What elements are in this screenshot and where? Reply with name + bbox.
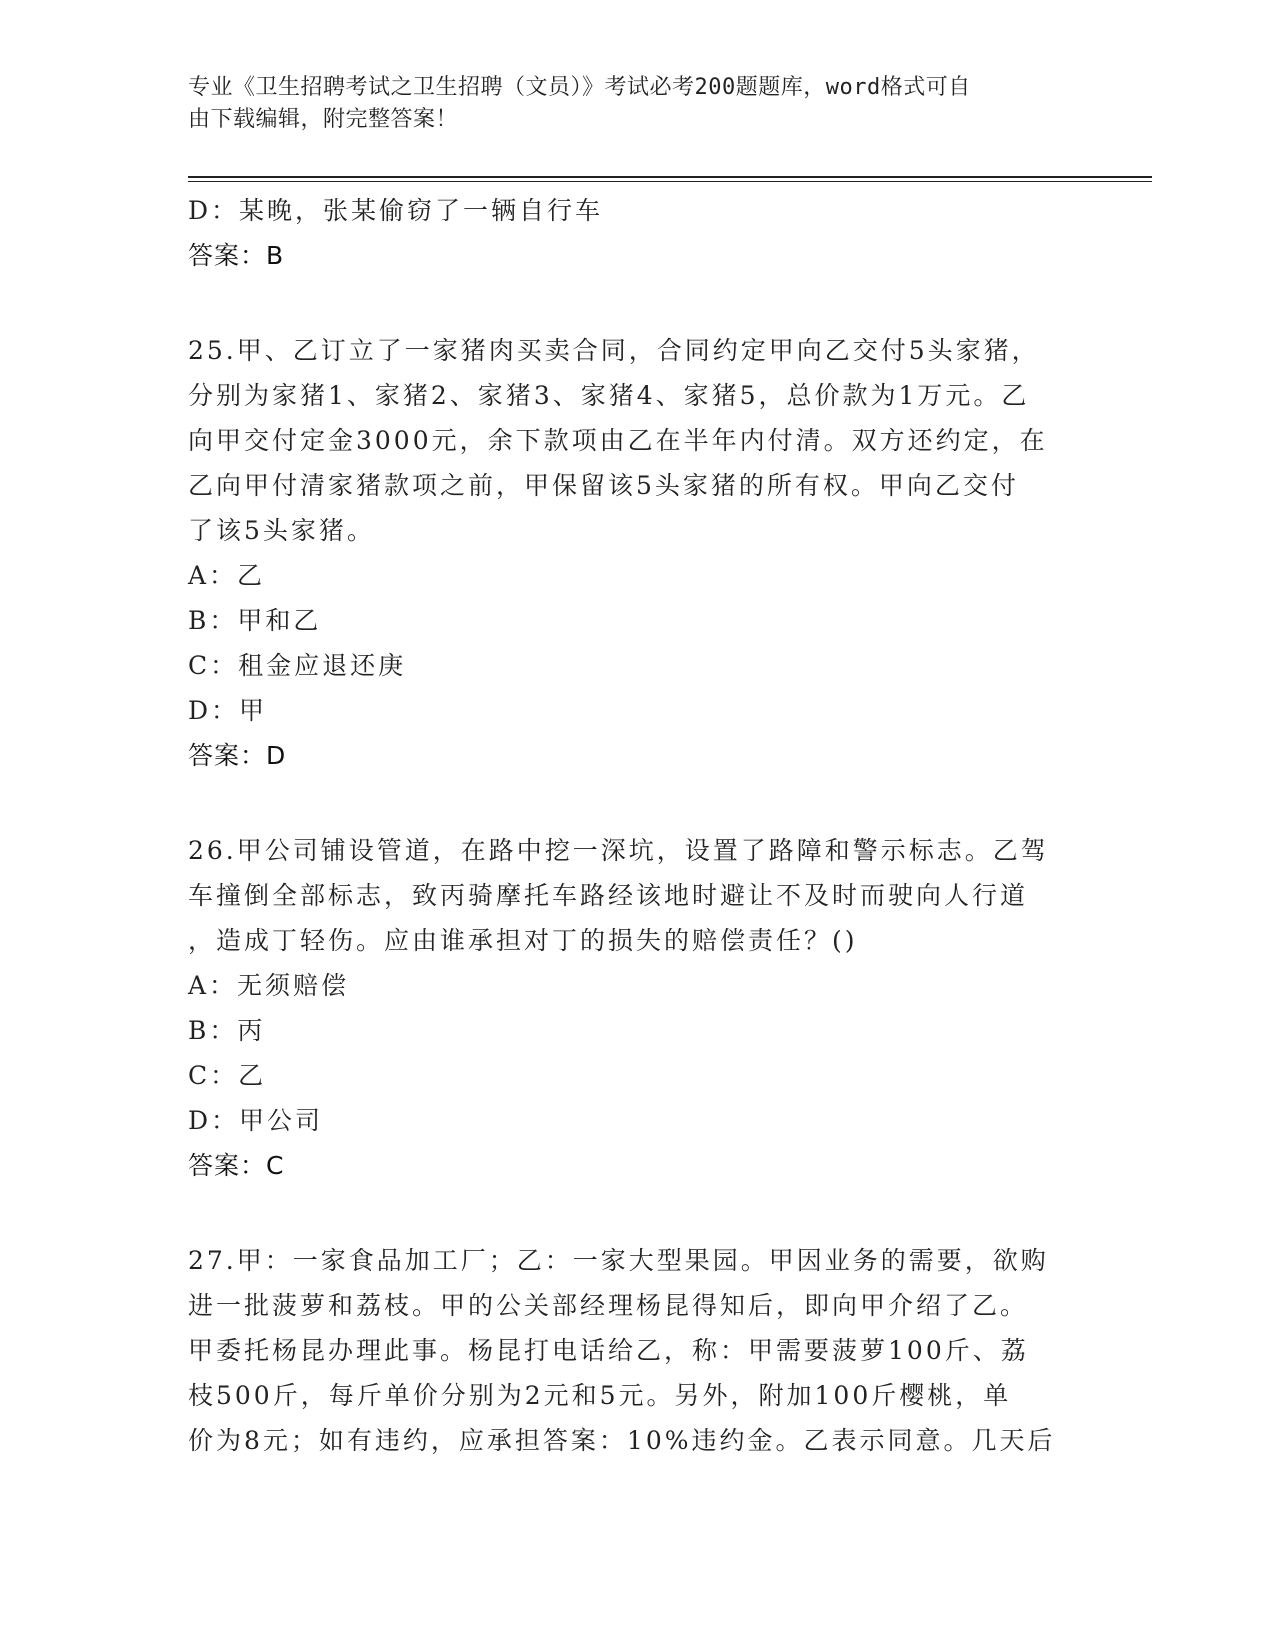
option-b: B：丙 xyxy=(188,1016,266,1045)
question-line: 27.甲：一家食品加工厂；乙：一家大型果园。甲因业务的需要，欲购 xyxy=(188,1246,1049,1275)
previous-question-tail xyxy=(188,188,1088,278)
spacer xyxy=(188,1188,1088,1238)
option-b: B：甲和乙 xyxy=(188,606,322,635)
option-a: A：无须赔偿 xyxy=(188,971,350,1000)
document-header xyxy=(188,72,1068,136)
option-c: C：乙 xyxy=(188,1061,267,1090)
option-d: D：某晚，张某偷窃了一辆自行车 xyxy=(188,196,604,225)
answer-line: 答案：D xyxy=(188,741,287,770)
question-text xyxy=(188,328,1088,553)
question-text xyxy=(188,828,1088,963)
option-d: D：甲 xyxy=(188,696,268,725)
answer-line: 答案：B xyxy=(188,241,285,270)
spacer xyxy=(188,778,1088,828)
question-line: 了该5头家猪。 xyxy=(188,516,375,545)
question-line: 枝500斤，每斤单价分别为2元和5元。另外，附加100斤樱桃，单 xyxy=(188,1381,1012,1410)
document-body xyxy=(188,188,1088,1463)
question-25 xyxy=(188,328,1088,778)
question-27 xyxy=(188,1238,1088,1463)
question-line: 进一批菠萝和荔枝。甲的公关部经理杨昆得知后，即向甲介绍了乙。 xyxy=(188,1291,1029,1320)
option-c: C：租金应退还庚 xyxy=(188,651,407,680)
header-divider-thick xyxy=(188,176,1152,178)
question-line: 分别为家猪1、家猪2、家猪3、家猪4、家猪5，总价款为1万元。乙 xyxy=(188,381,1030,410)
option-a: A：乙 xyxy=(188,561,266,590)
question-line: 26.甲公司铺设管道，在路中挖一深坑，设置了路障和警示标志。乙驾 xyxy=(188,836,1049,865)
header-line-1: 专业《卫生招聘考试之卫生招聘（文员）》考试必考200题题库，word格式可自 xyxy=(188,75,971,100)
question-line: ，造成丁轻伤。应由谁承担对丁的损失的赔偿责任？() xyxy=(188,926,858,955)
question-line: 甲委托杨昆办理此事。杨昆打电话给乙，称：甲需要菠萝100斤、荔 xyxy=(188,1336,1029,1365)
question-text xyxy=(188,1238,1088,1463)
question-line: 25.甲、乙订立了一家猪肉买卖合同，合同约定甲向乙交付5头家猪， xyxy=(188,336,1040,365)
question-line: 向甲交付定金3000元，余下款项由乙在半年内付清。双方还约定，在 xyxy=(188,426,1048,455)
header-divider-thin xyxy=(188,181,1152,182)
option-d: D：甲公司 xyxy=(188,1106,324,1135)
header-line-2: 由下载编辑，附完整答案！ xyxy=(188,107,459,132)
question-line: 价为8元；如有违约，应承担答案：10%违约金。乙表示同意。几天后 xyxy=(188,1426,1056,1455)
question-line: 车撞倒全部标志，致丙骑摩托车路经该地时避让不及时而驶向人行道 xyxy=(188,881,1029,910)
question-26 xyxy=(188,828,1088,1188)
question-line: 乙向甲付清家猪款项之前，甲保留该5头家猪的所有权。甲向乙交付 xyxy=(188,471,1019,500)
answer-line: 答案：C xyxy=(188,1151,285,1180)
spacer xyxy=(188,278,1088,328)
